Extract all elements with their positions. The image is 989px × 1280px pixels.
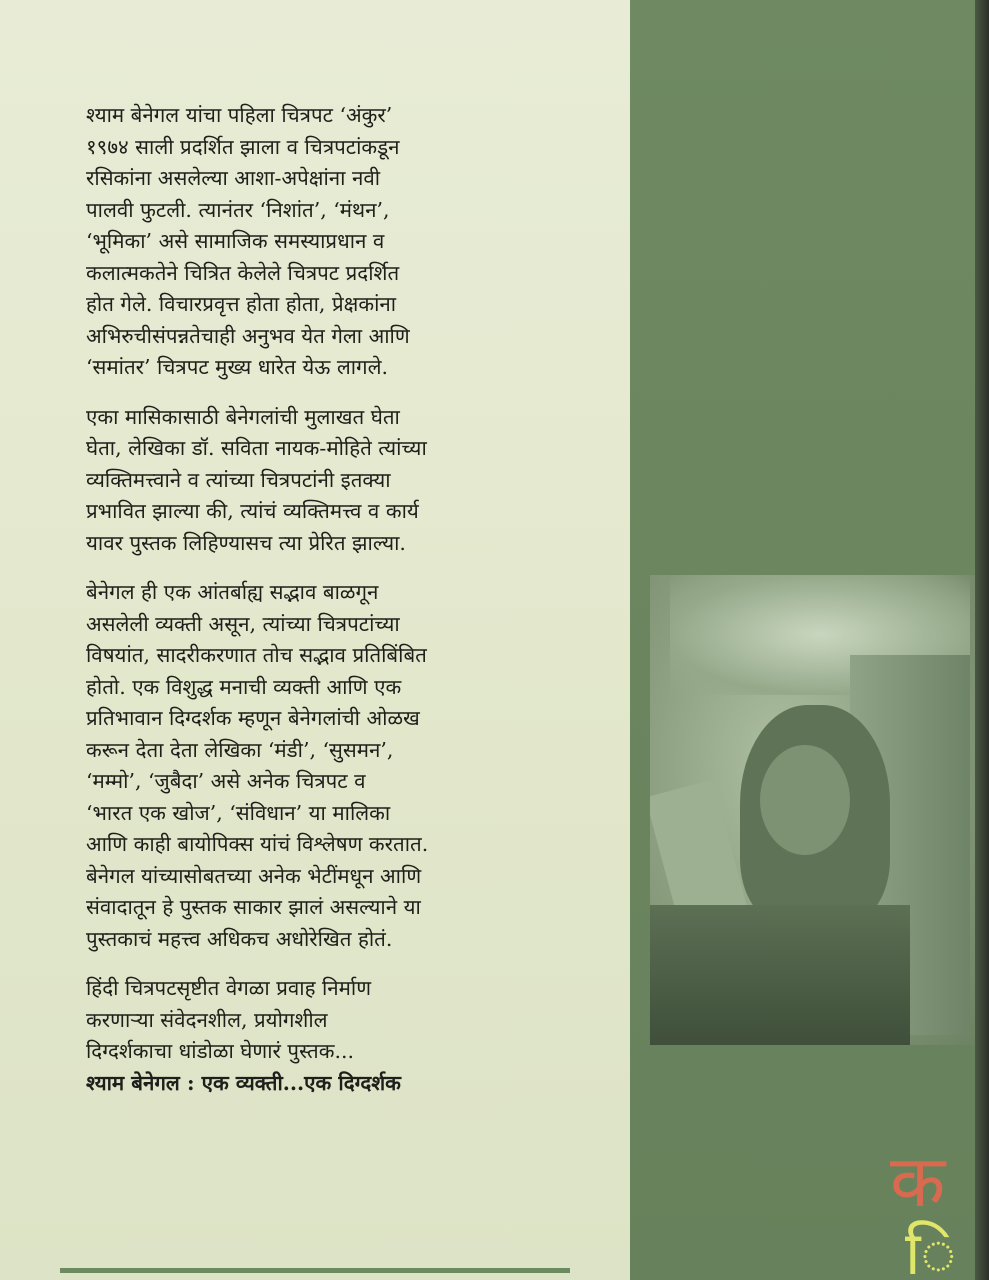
spine-letter-red: क [890, 1139, 942, 1223]
photo-garment [650, 905, 910, 1045]
blurb-line: घेता, लेखिका डॉ. सविता नायक-मोहिते त्यांच्या [86, 436, 427, 460]
tagline-line: दिग्दर्शकाचा धांडोळा घेणारं पुस्तक... [86, 1039, 355, 1063]
book-edge-shadow [975, 0, 989, 1280]
blurb-line: प्रभावित झाल्या की, त्यांचं व्यक्तिमत्त्व व कार्य [86, 499, 419, 523]
book-title: श्याम बेनेगल : एक व्यक्ती...एक दिग्दर्शक [86, 1070, 401, 1095]
blurb-text [86, 100, 616, 1099]
blurb-line: बेनेगल यांच्यासोबतच्या अनेक भेटींमधून आणि [86, 863, 422, 888]
blurb-line: पुस्तकाचं महत्त्व अधिकच अधोरेखित होतं. [86, 926, 393, 951]
photo-face [760, 745, 850, 855]
blurb-line: १९७४ साली प्रदर्शित झाला व चित्रपटांकडून [86, 134, 400, 159]
spine-letter-yellow: ि [905, 1219, 957, 1280]
blurb-line: होत गेले. विचारप्रवृत्त होता होता, प्रेक्षकांना [86, 292, 397, 316]
blurb-line: बेनेगल ही एक आंतर्बाह्य सद्भाव बाळगून [86, 580, 379, 604]
blurb-line: श्याम बेनेगल यांचा पहिला चित्रपट ‘अंकुर’ [86, 103, 393, 127]
blurb-line: कलात्मकतेने चित्रित केलेले चित्रपट प्रदर्शित [86, 260, 400, 285]
blurb-line: एका मासिकासाठी बेनेगलांची मुलाखत घेता [86, 404, 400, 429]
blurb-line: पालवी फुटली. त्यानंतर ‘निशांत’, ‘मंथन’, [86, 197, 390, 222]
blurb-line: विषयांत, सादरीकरणात तोच सद्भाव प्रतिबिंबित [86, 643, 427, 667]
blurb-paragraph-3 [86, 577, 616, 955]
blurb-line: संवादातून हे पुस्तक साकार झालं असल्याने या [86, 895, 421, 919]
tagline-line: करणाऱ्या संवेदनशील, प्रयोगशील [86, 1007, 328, 1032]
blurb-line: असलेली व्यक्ती असून, त्यांच्या चित्रपटांच्या [86, 611, 400, 636]
blurb-paragraph-1 [86, 100, 616, 384]
film-still-photo [650, 575, 975, 1045]
blurb-line: यावर पुस्तक लिहिण्यासच त्या प्रेरित झाल्या. [86, 530, 406, 555]
tagline [86, 973, 616, 1099]
blurb-line: प्रतिभावान दिग्दर्शक म्हणून बेनेगलांची ओळख [86, 706, 420, 730]
blurb-line: ‘भूमिका’ असे सामाजिक समस्याप्रधान व [86, 229, 385, 253]
blurb-line: होतो. एक विशुद्ध मनाची व्यक्ती आणि एक [86, 674, 402, 699]
blurb-line: आणि काही बायोपिक्स यांचं विश्लेषण करतात. [86, 832, 429, 856]
blurb-paragraph-2 [86, 402, 616, 560]
bottom-rule [60, 1268, 570, 1273]
blurb-line: ‘मम्मो’, ‘जुबैदा’ असे अनेक चित्रपट व [86, 769, 366, 793]
blurb-line: रसिकांना असलेल्या आशा-अपेक्षांना नवी [86, 166, 381, 190]
blurb-line: ‘भारत एक खोज’, ‘संविधान’ या मालिका [86, 800, 391, 825]
tagline-line: हिंदी चित्रपटसृष्टीत वेगळा प्रवाह निर्माण [86, 976, 372, 1000]
blurb-line: व्यक्तिमत्त्वाने व त्यांच्या चित्रपटांनी इतक्या [86, 467, 391, 492]
blurb-line: करून देता देता लेखिका ‘मंडी’, ‘सुसमन’, [86, 737, 394, 762]
blurb-line: ‘समांतर’ चित्रपट मुख्य धारेत येऊ लागले. [86, 355, 389, 379]
blurb-line: अभिरुचीसंपन्नतेचाही अनुभव येत गेला आणि [86, 323, 410, 348]
